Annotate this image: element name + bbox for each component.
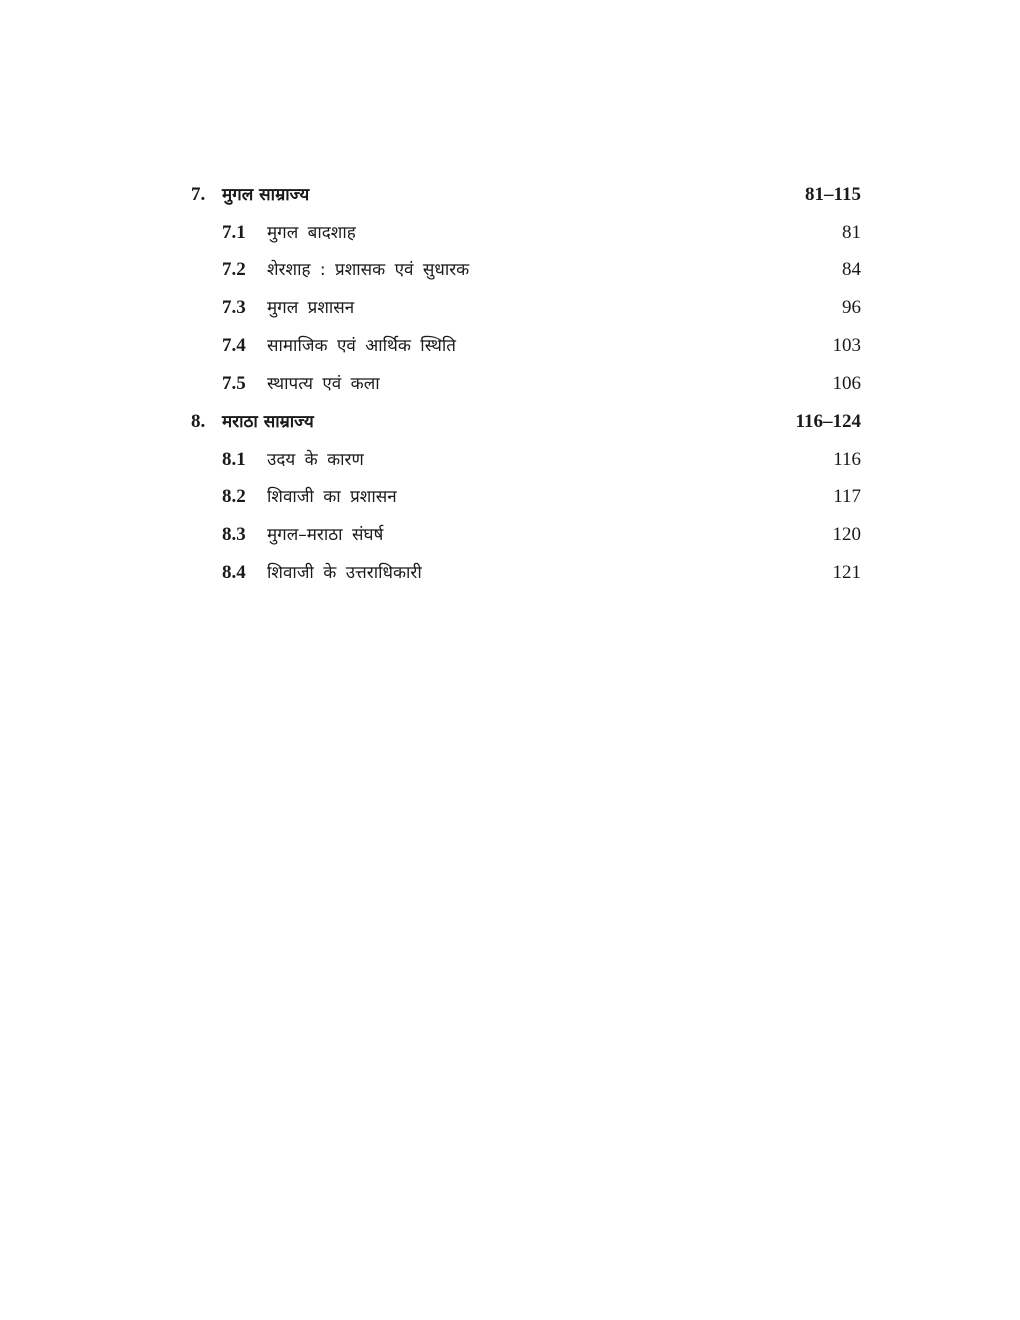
chapter-number: 7. xyxy=(191,184,206,205)
section-page: 106 xyxy=(832,373,861,394)
section-title: शिवाजी का प्रशासन xyxy=(267,487,397,507)
section-page: 81 xyxy=(842,222,861,243)
section-number: 7.5 xyxy=(222,373,246,394)
section-number: 8.2 xyxy=(222,486,246,507)
chapter-row-7[interactable] xyxy=(0,179,1020,211)
chapter-page-range: 81–115 xyxy=(805,184,861,205)
section-number: 7.2 xyxy=(222,259,246,280)
section-title: सामाजिक एवं आर्थिक स्थिति xyxy=(267,336,456,356)
section-row-7-1[interactable] xyxy=(0,217,1020,249)
section-page: 117 xyxy=(833,486,861,507)
section-title: स्थापत्य एवं कला xyxy=(267,374,380,394)
section-title: मुगल प्रशासन xyxy=(267,298,355,318)
section-title: शिवाजी के उत्तराधिकारी xyxy=(267,563,422,583)
section-row-7-2[interactable] xyxy=(0,254,1020,286)
section-number: 8.1 xyxy=(222,449,246,470)
section-row-8-4[interactable] xyxy=(0,557,1020,589)
section-title: शेरशाह : प्रशासक एवं सुधारक xyxy=(267,260,470,280)
chapter-page-range: 116–124 xyxy=(795,411,861,432)
section-row-7-4[interactable] xyxy=(0,330,1020,362)
chapter-title: मुगल साम्राज्य xyxy=(222,185,310,205)
section-title: मुगल बादशाह xyxy=(267,223,356,243)
section-number: 8.4 xyxy=(222,562,246,583)
chapter-row-8[interactable] xyxy=(0,406,1020,438)
section-row-8-3[interactable] xyxy=(0,519,1020,551)
section-page: 116 xyxy=(833,449,861,470)
section-page: 103 xyxy=(832,335,861,356)
section-title: मुगल–मराठा संघर्ष xyxy=(267,525,384,545)
section-number: 7.4 xyxy=(222,335,246,356)
section-page: 120 xyxy=(832,524,861,545)
chapter-title: मराठा साम्राज्य xyxy=(222,412,314,432)
section-number: 8.3 xyxy=(222,524,246,545)
section-number: 7.1 xyxy=(222,222,246,243)
section-page: 84 xyxy=(842,259,861,280)
section-row-8-2[interactable] xyxy=(0,481,1020,513)
section-row-8-1[interactable] xyxy=(0,444,1020,476)
section-row-7-3[interactable] xyxy=(0,292,1020,324)
section-row-7-5[interactable] xyxy=(0,368,1020,400)
chapter-number: 8. xyxy=(191,411,206,432)
section-page: 121 xyxy=(832,562,861,583)
section-number: 7.3 xyxy=(222,297,246,318)
section-title: उदय के कारण xyxy=(267,450,364,470)
section-page: 96 xyxy=(842,297,861,318)
